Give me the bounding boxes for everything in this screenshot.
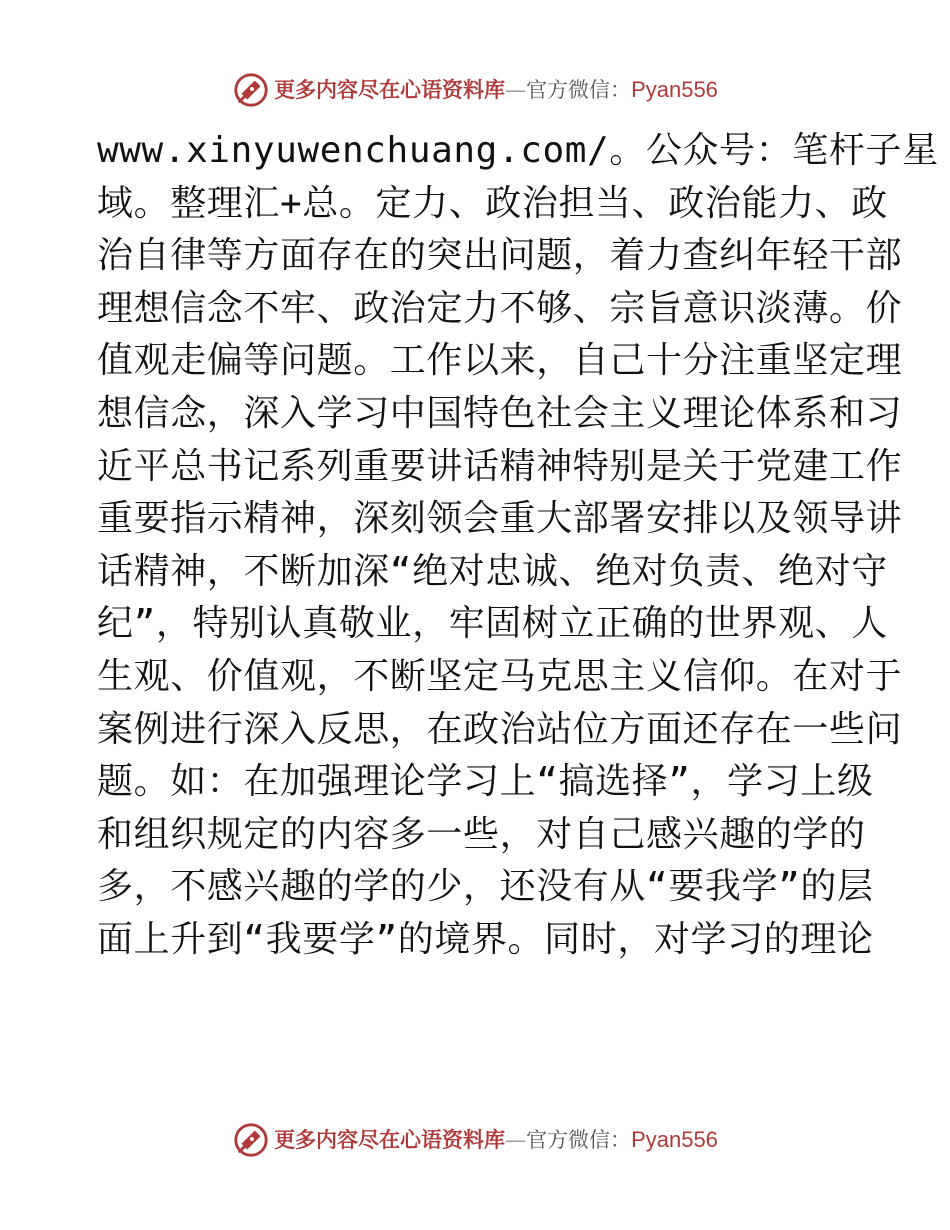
pen-nib-logo-icon <box>232 1121 270 1159</box>
body-line: 域。整理汇+总。定力、政治担当、政治能力、政 <box>97 182 888 224</box>
body-line: 理想信念不牢、政治定力不够、宗旨意识淡薄。价 <box>97 287 903 329</box>
header-separator: — <box>505 77 527 102</box>
footer-wechat-label: 官方微信： <box>526 1127 632 1152</box>
footer-site-name: 更多内容尽在心语资料库 <box>274 1127 506 1152</box>
body-line: 面上升到“我要学”的境界。同时，对学习的理论 <box>97 918 874 960</box>
body-line: 题。如：在加强理论学习上“搞选择”，学习上级 <box>97 761 874 803</box>
body-line: 值观走偏等问题。工作以来，自己十分注重坚定理 <box>97 340 903 382</box>
body-line: 案例进行深入反思，在政治站位方面还存在一些问 <box>97 708 903 750</box>
header-site-name: 更多内容尽在心语资料库 <box>274 77 506 102</box>
body-line: 近平总书记系列重要讲话精神特别是关于党建工作 <box>97 445 903 487</box>
body-line: 多，不感兴趣的学的少，还没有从“要我学”的层 <box>97 866 874 908</box>
header-wechat-label: 官方微信： <box>526 77 632 102</box>
header-banner-content <box>232 71 718 109</box>
pen-nib-logo-icon <box>232 71 270 109</box>
body-line: 生观、价值观，不断坚定马克思主义信仰。在对于 <box>97 655 903 697</box>
header-wechat-id: Pyan556 <box>631 77 718 102</box>
document-body <box>97 125 939 967</box>
body-line: 重要指示精神，深刻领会重大部署安排以及领导讲 <box>97 498 903 540</box>
footer-banner <box>0 1120 950 1160</box>
footer-banner-content <box>232 1121 718 1159</box>
header-banner <box>0 70 950 110</box>
body-line: 话精神，不断加深“绝对忠诚、绝对负责、绝对守 <box>97 550 888 592</box>
body-line: 治自律等方面存在的突出问题，着力查纠年轻干部 <box>97 235 903 277</box>
body-line: 想信念，深入学习中国特色社会主义理论体系和习 <box>97 392 903 434</box>
body-line: 和组织规定的内容多一些，对自己感兴趣的学的 <box>97 813 866 855</box>
body-line: 纪”，特别认真敬业，牢固树立正确的世界观、人 <box>97 603 888 645</box>
footer-separator: — <box>505 1127 527 1152</box>
footer-wechat-id: Pyan556 <box>631 1127 718 1152</box>
body-line: www.xinyuwenchuang.com/。公众号：笔杆子星 <box>97 130 939 171</box>
